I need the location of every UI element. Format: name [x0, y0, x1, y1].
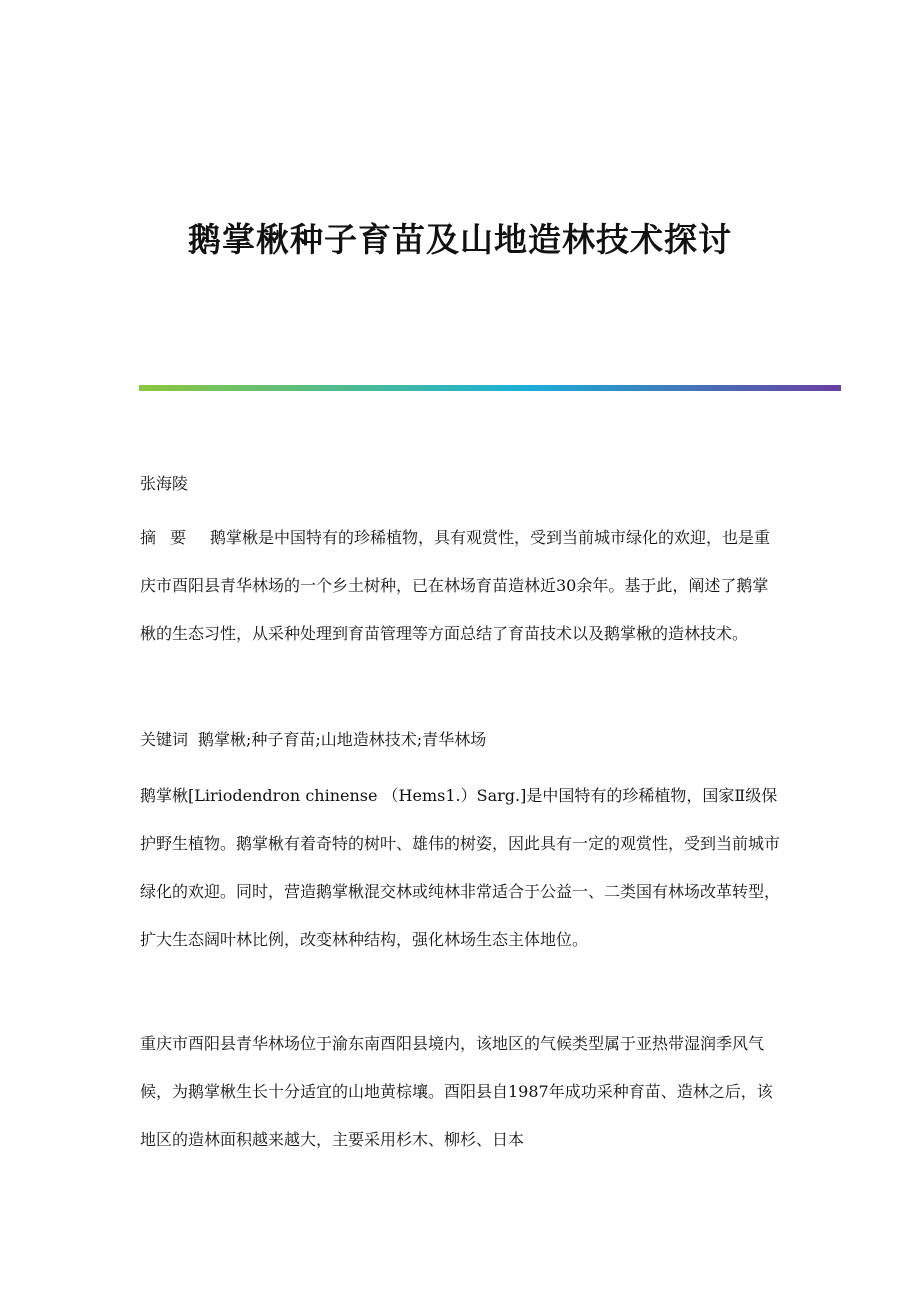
abstract-text: 鹅掌楸是中国特有的珍稀植物，具有观赏性，受到当前城市绿化的欢迎，也是重庆市酉阳县青华林场的一个乡土树种，已在林场育苗造林近30余年。基于此，阐述了鹅掌楸的生态习性，从采种处理到育苗管理等方面总结了育苗技术以及鹅掌楸的造林技术。	[140, 528, 771, 643]
keywords-text: 鹅掌楸;种子育苗;山地造林技术;青华林场	[198, 730, 487, 749]
document-title: 鹅掌楸种子育苗及山地造林技术探讨	[188, 220, 732, 259]
title-divider	[139, 385, 841, 391]
author-name: 张海陵	[140, 474, 189, 493]
body-paragraph: 鹅掌楸[Liriodendron chinense （Hems1.）Sarg.]是中国特有的珍稀植物，国家Ⅱ级保护野生植物。鹅掌楸有着奇特的树叶、雄伟的树姿，因此具有一定的观赏性，受到当前城市绿化的欢迎。同时，营造鹅掌楸混交林或纯林非常适合于公益一、二类国有林场改革转型，扩大生态阔叶林比例，改变林种结构，强化林场生态主体地位。	[140, 786, 781, 949]
abstract	[140, 514, 780, 658]
body-paragraph: 重庆市酉阳县青华林场位于渝东南酉阳县境内，该地区的气候类型属于亚热带湿润季风气候，为鹅掌楸生长十分适宜的山地黄棕壤。酉阳县自1987年成功采种育苗、造林之后，该地区的造林面积越来越大，主要采用杉木、柳杉、日本	[140, 1034, 773, 1149]
keywords-label: 关键词	[140, 730, 189, 749]
keywords	[140, 716, 780, 764]
abstract-label: 摘要	[140, 528, 201, 547]
